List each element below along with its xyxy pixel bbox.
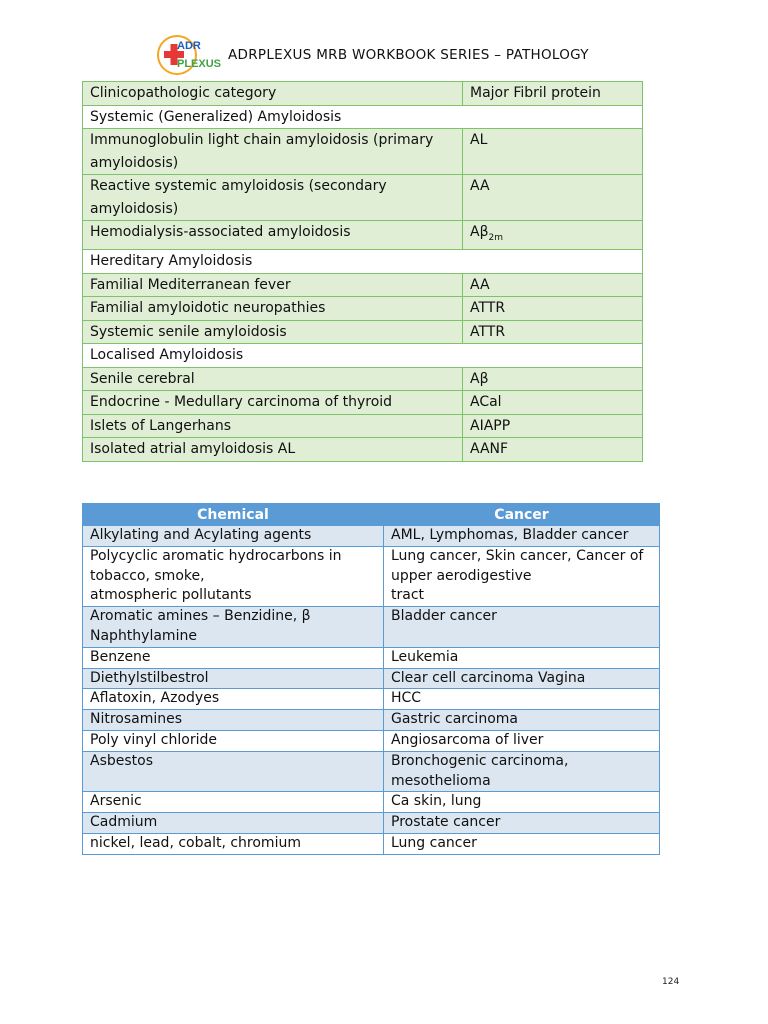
fibril-protein-cell	[463, 221, 643, 250]
cancer-cell: Lung cancer	[384, 833, 660, 854]
chemical-cell: Aromatic amines – Benzidine, β Naphthylamine	[83, 607, 384, 648]
table-row	[83, 414, 643, 438]
table-row	[83, 647, 660, 668]
category-cell: Endocrine - Medullary carcinoma of thyroid	[83, 391, 463, 415]
table-row	[83, 526, 660, 547]
chemical-cell: Aflatoxin, Azodyes	[83, 689, 384, 710]
cancer-cell: Leukemia	[384, 647, 660, 668]
table-row	[83, 129, 643, 175]
fibril-protein-cell	[463, 414, 643, 438]
cancer-cell: HCC	[384, 689, 660, 710]
table-row	[83, 367, 643, 391]
cancer-cell: Angiosarcoma of liver	[384, 730, 660, 751]
table-row	[83, 689, 660, 710]
section-title: Localised Amyloidosis	[83, 344, 643, 368]
category-cell: Senile cerebral	[83, 367, 463, 391]
section-header-row	[83, 105, 643, 129]
table-row	[83, 607, 660, 648]
fibril-protein-text: AL	[470, 132, 488, 148]
fibril-protein-cell	[463, 391, 643, 415]
table-row	[83, 730, 660, 751]
category-cell: Familial amyloidotic neuropathies	[83, 297, 463, 321]
fibril-protein-cell	[463, 367, 643, 391]
fibril-protein-text: Aβ	[470, 370, 489, 387]
category-cell: Isolated atrial amyloidosis AL	[83, 438, 463, 462]
header-title: ADRPLEXUS MRB WORKBOOK SERIES – PATHOLOGY	[228, 47, 589, 63]
fibril-protein-cell	[463, 438, 643, 462]
fibril-protein-text: AA	[470, 178, 490, 194]
table-row	[83, 792, 660, 813]
chemical-cell: Asbestos	[83, 751, 384, 792]
adrplexus-logo	[156, 34, 222, 76]
fibril-protein-text: ATTR	[470, 323, 506, 340]
fibril-protein-text: ATTR	[470, 300, 506, 317]
column-header-chemical: Chemical	[83, 504, 384, 526]
chemical-cell: Cadmium	[83, 813, 384, 834]
chemical-cell: nickel, lead, cobalt, chromium	[83, 833, 384, 854]
table-row	[83, 546, 660, 606]
fibril-protein-text: Aβ	[470, 224, 489, 240]
table-header-row	[83, 504, 660, 526]
fibril-protein-text: AANF	[470, 441, 509, 458]
category-cell: Islets of Langerhans	[83, 414, 463, 438]
category-cell: Reactive systemic amyloidosis (secondary amyloidosis)	[83, 175, 463, 221]
cancer-cell: Gastric carcinoma	[384, 710, 660, 731]
table-row	[83, 221, 643, 250]
logo-text-bottom: PLEXUS	[177, 58, 222, 70]
table-row	[83, 668, 660, 689]
table-header-row	[83, 82, 643, 106]
table-row	[83, 391, 643, 415]
cancer-cell: Lung cancer, Skin cancer, Cancer of upper aerodigestive tract	[384, 546, 660, 606]
fibril-protein-cell	[463, 320, 643, 344]
cancer-cell: AML, Lymphomas, Bladder cancer	[384, 526, 660, 547]
section-title: Systemic (Generalized) Amyloidosis	[83, 105, 643, 129]
column-header-fibril-protein: Major Fibril protein	[463, 82, 643, 106]
chemical-carcinogen-table	[82, 503, 660, 855]
table-row	[83, 710, 660, 731]
section-title: Hereditary Amyloidosis	[83, 250, 643, 274]
table-row	[83, 813, 660, 834]
section-header-row	[83, 344, 643, 368]
table-row	[83, 751, 660, 792]
chemical-cell: Nitrosamines	[83, 710, 384, 731]
chemical-cell: Diethylstilbestrol	[83, 668, 384, 689]
fibril-protein-text: ACal	[470, 394, 502, 411]
chemical-cell: Polycyclic aromatic hydrocarbons in tobacco, smoke, atmospheric pollutants	[83, 546, 384, 606]
chemical-cell: Arsenic	[83, 792, 384, 813]
page-number: 124	[662, 977, 680, 987]
category-cell: Systemic senile amyloidosis	[83, 320, 463, 344]
column-header-cancer: Cancer	[384, 504, 660, 526]
fibril-protein-text: AIAPP	[470, 417, 511, 434]
cancer-cell: Ca skin, lung	[384, 792, 660, 813]
cancer-cell: Bronchogenic carcinoma, mesothelioma	[384, 751, 660, 792]
column-header-category: Clinicopathologic category	[83, 82, 463, 106]
chemical-cell: Poly vinyl chloride	[83, 730, 384, 751]
amyloidosis-table	[82, 81, 643, 462]
table-row	[83, 297, 643, 321]
table-row	[83, 273, 643, 297]
table-row	[83, 175, 643, 221]
cancer-cell: Clear cell carcinoma Vagina	[384, 668, 660, 689]
section-header-row	[83, 250, 643, 274]
chemical-cell: Alkylating and Acylating agents	[83, 526, 384, 547]
cancer-cell: Prostate cancer	[384, 813, 660, 834]
category-cell: Familial Mediterranean fever	[83, 273, 463, 297]
fibril-protein-cell	[463, 297, 643, 321]
cancer-cell: Bladder cancer	[384, 607, 660, 648]
page-header	[0, 34, 768, 76]
logo-text-top: ADR	[177, 40, 201, 52]
table-row	[83, 833, 660, 854]
fibril-protein-subscript: 2m	[488, 232, 504, 243]
category-cell: Immunoglobulin light chain amyloidosis (primary amyloidosis)	[83, 129, 463, 175]
table-row	[83, 320, 643, 344]
category-cell: Hemodialysis-associated amyloidosis	[83, 221, 463, 250]
fibril-protein-cell	[463, 175, 643, 221]
fibril-protein-cell	[463, 129, 643, 175]
fibril-protein-cell	[463, 273, 643, 297]
table-row	[83, 438, 643, 462]
chemical-cell: Benzene	[83, 647, 384, 668]
fibril-protein-text: AA	[470, 276, 490, 293]
